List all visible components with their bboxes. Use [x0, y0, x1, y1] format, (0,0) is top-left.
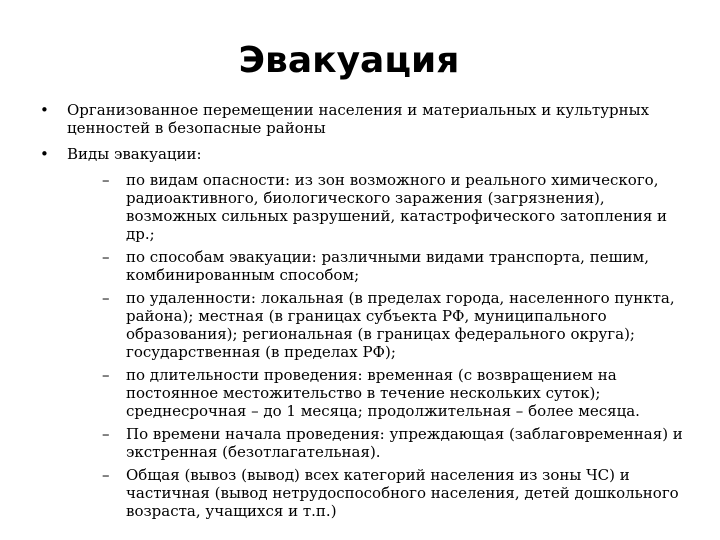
- sub-bullet-item: [102, 289, 696, 361]
- bullet-icon: •: [40, 145, 49, 163]
- sub-bullet-text: по видам опасности: из зон возможного и реального химического, радиоактивного, биологического заражения (загрязнения), возможных сильных разрушений, катастрофического затопления и др.;: [126, 171, 668, 243]
- dash-icon: –: [102, 425, 110, 443]
- sub-bullet-text: по способам эвакуации: различными видами транспорта, пешим, комбинированным способом;: [126, 248, 649, 284]
- sub-bullet-list: [40, 171, 690, 520]
- sub-bullet-item: [102, 425, 696, 461]
- bullet-item-types: [40, 145, 690, 163]
- bullet-icon: •: [40, 101, 49, 119]
- sub-bullet-item: [102, 171, 696, 243]
- sub-bullet-text: по удаленности: локальная (в пределах города, населенного пункта, района); местная (в границах субъекта РФ, муниципального образования); региональная (в границах федерального округа); государственная (в пределах РФ);: [126, 289, 675, 361]
- sub-bullet-item: [102, 248, 696, 284]
- dash-icon: –: [102, 366, 110, 384]
- dash-icon: –: [102, 248, 110, 266]
- sub-bullet-text: Общая (вывоз (вывод) всех категорий населения из зоны ЧС) и частичная (вывод нетрудоспособного населения, детей дошкольного возраста, учащихся и т.п.): [126, 466, 679, 520]
- bullet-text: Организованное перемещении населения и материальных и культурных ценностей в безопасные районы: [67, 101, 650, 137]
- dash-icon: –: [102, 289, 110, 307]
- sub-bullet-item: [102, 366, 696, 420]
- bullet-item-definition: [40, 101, 690, 137]
- sub-bullet-item: [102, 466, 696, 520]
- slide-content: [40, 101, 690, 525]
- dash-icon: –: [102, 171, 110, 189]
- slide-title: Эвакуация: [238, 40, 460, 81]
- sub-bullet-text: По времени начала проведения: упреждающая (заблаговременная) и экстренная (безотлагательная).: [126, 425, 683, 461]
- bullet-text: Виды эвакуации:: [67, 145, 202, 163]
- dash-icon: –: [102, 466, 110, 484]
- sub-bullet-text: по длительности проведения: временная (с возвращением на постоянное местожительство в течение нескольких суток); среднесрочная – до 1 месяца; продолжительная – более месяца.: [126, 366, 640, 420]
